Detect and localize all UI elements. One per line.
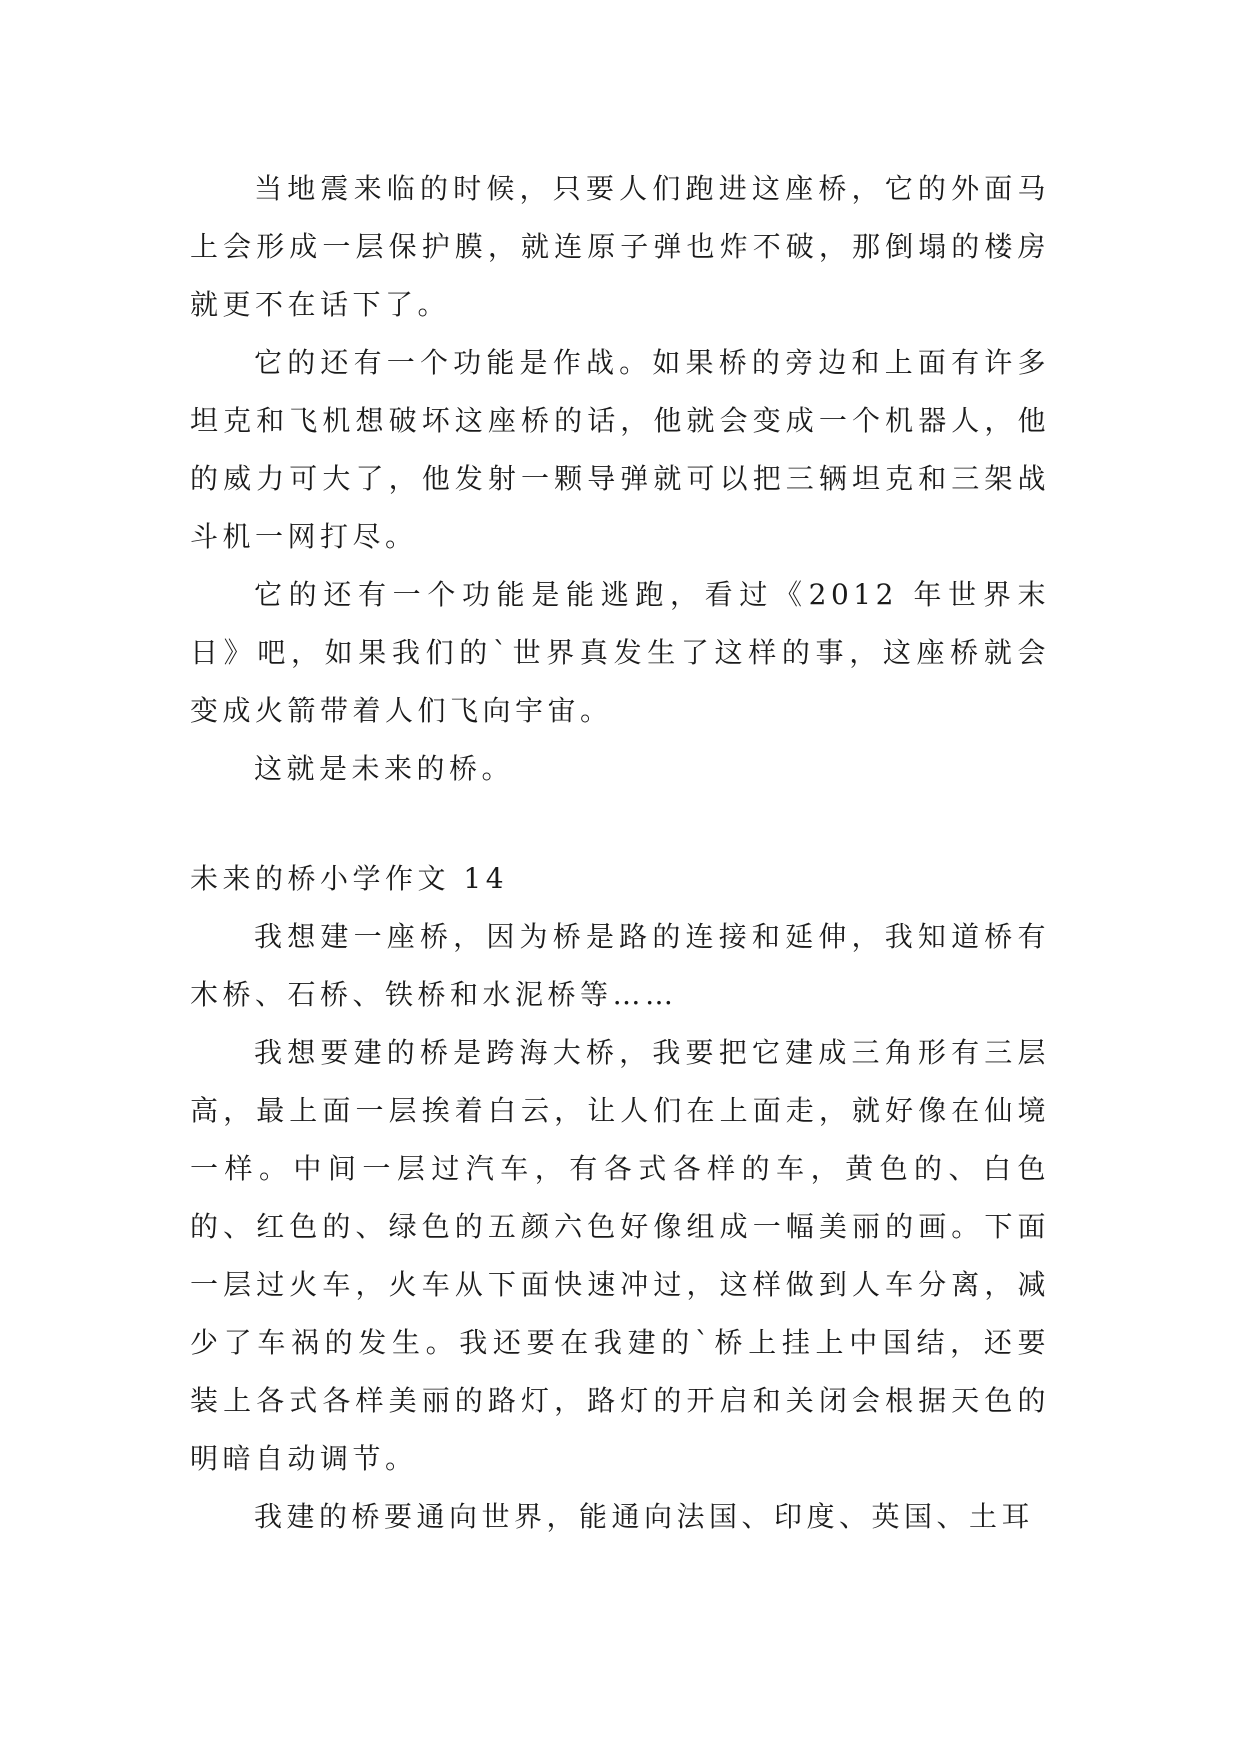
paragraph-escape-function: 它的还有一个功能是能逃跑，看过《2012 年世界末日》吧，如果我们的`世界真发生了这样的事，这座桥就会变成火箭带着人们飞向宇宙。 bbox=[190, 578, 1050, 727]
paragraph-bridge-intro: 我想建一座桥，因为桥是路的连接和延伸，我知道桥有木桥、石桥、铁桥和水泥桥等…… bbox=[190, 920, 1050, 1011]
paragraph-conclusion: 这就是未来的桥。 bbox=[254, 752, 515, 785]
paragraph-combat-function: 它的还有一个功能是作战。如果桥的旁边和上面有许多坦克和飞机想破坏这座桥的话，他就会变成一个机器人，他的威力可大了，他发射一颗导弹就可以把三辆坦克和三架战斗机一网打尽。 bbox=[190, 346, 1050, 553]
paragraph-world-bridge: 我建的桥要通向世界，能通向法国、印度、英国、土耳 bbox=[254, 1500, 1035, 1533]
document-body bbox=[190, 160, 1050, 1546]
section-gap bbox=[190, 798, 1050, 850]
paragraph-sea-bridge: 我想要建的桥是跨海大桥，我要把它建成三角形有三层高，最上面一层挨着白云，让人们在上面走，就好像在仙境一样。中间一层过汽车，有各式各样的车，黄色的、白色的、红色的、绿色的五颜六色好像组成一幅美丽的画。下面一层过火车，火车从下面快速冲过，这样做到人车分离，减少了车祸的发生。我还要在我建的`桥上挂上中国结，还要装上各式各样美丽的路灯，路灯的开启和关闭会根据天色的明暗自动调节。 bbox=[190, 1036, 1050, 1475]
paragraph-earthquake-protection: 当地震来临的时候，只要人们跑进这座桥，它的外面马上会形成一层保护膜，就连原子弹也炸不破，那倒塌的楼房就更不在话下了。 bbox=[190, 172, 1050, 321]
essay-title: 未来的桥小学作文 14 bbox=[190, 862, 509, 895]
